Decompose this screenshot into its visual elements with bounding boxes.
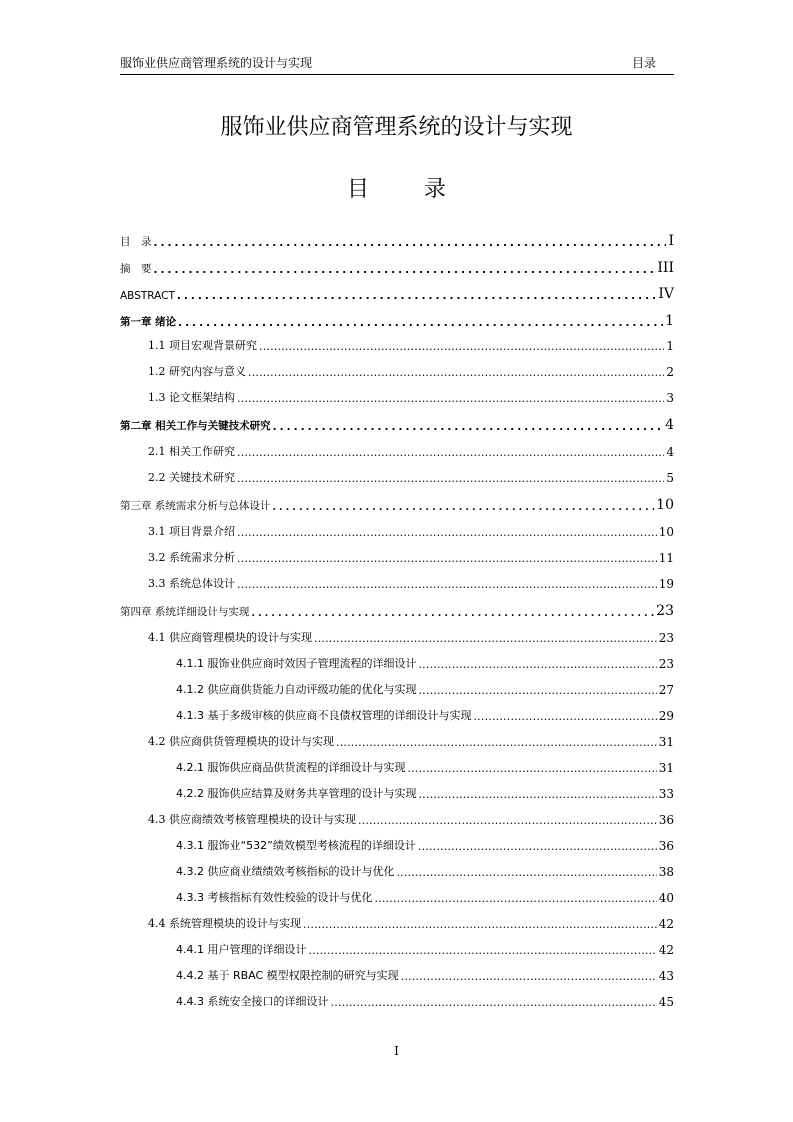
toc-dot-leader [237,392,664,405]
toc-dot-leader [314,632,657,645]
toc-entry-page: 33 [658,787,674,801]
toc-entry[interactable] [120,675,674,697]
toc-entry-page: 42 [658,943,674,957]
toc-entry-page: 4 [665,417,674,433]
toc-dot-leader [237,526,657,539]
toc-dot-leader [154,237,667,249]
toc-entry-page: 23 [658,657,674,671]
toc-entry[interactable] [120,331,674,353]
toc-entry-title: 4.1 供应商管理模块的设计与实现 [148,631,312,644]
toc-entry-title: 4.4 系统管理模块的设计与实现 [148,917,301,930]
toc-entry-page: 3 [666,391,674,405]
toc-dot-leader [237,578,657,591]
toc-entry[interactable] [120,831,674,853]
toc-dot-leader [418,788,656,801]
toc-entry[interactable] [120,649,674,671]
toc-entry-page: 5 [666,471,674,485]
toc-dot-leader [303,918,657,931]
toc-entry-title: 4.4.3 系统安全接口的详细设计 [176,995,329,1008]
toc-entry-title: 第四章 系统详细设计与实现 [120,606,250,618]
toc-entry[interactable] [120,437,674,459]
toc-entry-page: 10 [656,497,674,513]
toc-entry[interactable] [120,779,674,801]
toc-entry[interactable] [120,280,674,302]
toc-dot-leader [309,944,657,957]
toc-entry-title: 3.3 系统总体设计 [148,577,235,590]
toc-entry-title: 1.1 项目宏观背景研究 [148,339,257,352]
toc-entry-title: 4.3.3 考核指标有效性校验的设计与优化 [176,891,373,904]
toc-entry-title: 4.3.2 供应商业绩绩效考核指标的设计与优化 [176,865,395,878]
toc-entry-title: 第一章 绪论 [120,316,177,328]
toc-entry-page: 31 [658,761,674,775]
toc-entry-page: 23 [658,631,674,645]
toc-dot-leader [358,814,657,827]
toc-dot-leader [331,996,657,1009]
toc-entry-page: 31 [658,735,674,749]
toc-entry[interactable] [120,883,674,905]
toc-dot-leader [237,472,664,485]
toc-entry-page: 23 [656,603,674,619]
toc-entry[interactable] [120,517,674,539]
toc-entry-title: 4.2.2 服饰供应结算及财务共享管理的设计与实现 [176,787,417,800]
header-doc-title: 服饰业供应商管理系统的设计与实现 [120,56,313,70]
toc-entry-title: 摘 要 [120,263,152,275]
toc-entry-page: 38 [658,865,674,879]
toc-entry[interactable] [120,411,674,433]
toc-entry-page: 27 [658,683,674,697]
page-number: I [394,1044,399,1058]
toc-entry-title: 1.2 研究内容与意义 [148,365,246,378]
toc-entry-title: 4.1.3 基于多级审核的供应商不良债权管理的详细设计与实现 [176,709,472,722]
toc-entry-title: 4.1.2 供应商供货能力自动评级功能的优化与实现 [176,683,417,696]
toc-dot-leader [418,840,657,853]
running-header [120,56,674,75]
toc-entry[interactable] [120,569,674,591]
toc-dot-leader [237,446,664,459]
toc-dot-leader [272,501,654,513]
toc-entry-page: 36 [658,839,674,853]
toc-entry[interactable] [120,701,674,723]
toc-entry[interactable] [120,753,674,775]
toc-entry[interactable] [120,727,674,749]
toc-entry-page: 4 [666,445,674,459]
document-title: 服饰业供应商管理系统的设计与实现 [220,115,573,140]
toc-dot-leader [259,340,664,353]
toc-entry-title: 第二章 相关工作与关键技术研究 [120,420,271,432]
toc-entry-page: 42 [658,917,674,931]
toc-entry-title: 4.1.1 服饰业供应商时效因子管理流程的详细设计 [176,657,417,670]
toc-entry-title: 4.4.1 用户管理的详细设计 [176,943,307,956]
toc-entry-page: 45 [658,995,674,1009]
toc-dot-leader [407,762,656,775]
toc-entry-page: 43 [658,969,674,983]
toc-dot-leader [418,658,656,671]
toc-entry-title: 4.3 供应商绩效考核管理模块的设计与实现 [148,813,356,826]
toc-entry-title: 3.2 系统需求分析 [148,551,235,564]
toc-entry[interactable] [120,357,674,379]
toc-dot-leader [273,421,663,433]
toc-entry[interactable] [120,543,674,565]
toc-entry[interactable] [120,307,674,329]
toc-entry-page: III [657,260,674,276]
toc-entry-title: 4.4.2 基于 RBAC 模型权限控制的研究与实现 [176,969,399,982]
toc-entry-title: 4.2.1 服饰供应商品供货流程的详细设计与实现 [176,761,406,774]
toc-entry-page: 11 [658,551,674,565]
toc-entry[interactable] [120,383,674,405]
toc-dot-leader [251,607,654,619]
toc-entry-page: IV [658,286,674,302]
toc-entry[interactable] [120,623,674,645]
toc-entry[interactable] [120,961,674,983]
toc-dot-leader [248,366,664,379]
toc-entry-title: 4.3.1 服饰业“532”绩效模型考核流程的详细设计 [176,839,416,852]
toc-entry[interactable] [120,597,674,619]
toc-entry[interactable] [120,254,674,276]
toc-dot-leader [473,710,656,723]
toc-dot-leader [178,317,663,329]
toc-dot-leader [418,684,656,697]
toc-entry-title: 1.3 论文框架结构 [148,391,235,404]
toc-entry-page: I [668,233,674,249]
toc-dot-leader [177,290,656,302]
toc-entry-page: 10 [658,525,674,539]
toc-dot-leader [154,264,656,276]
toc-entry-title: 目 录 [120,236,152,248]
toc-dot-leader [237,552,657,565]
header-section: 目录 [631,56,656,70]
toc-entry[interactable] [120,491,674,513]
toc-entry-title: 3.1 项目背景介绍 [148,525,235,538]
toc-dot-leader [374,892,656,905]
toc-dot-leader [401,970,657,983]
toc-entry-title: 2.2 关键技术研究 [148,471,235,484]
toc-entry[interactable] [120,463,674,485]
toc-entry-page: 1 [665,313,674,329]
toc-entry[interactable] [120,909,674,931]
toc-entry-title: 第三章 系统需求分析与总体设计 [120,500,271,512]
toc-dot-leader [396,866,656,879]
toc-entry-title: 2.1 相关工作研究 [148,445,235,458]
toc-entry-page: 29 [658,709,674,723]
toc-entry-page: 40 [658,891,674,905]
toc-dot-leader [336,736,657,749]
toc-entry-page: 19 [658,577,674,591]
toc-entry-page: 36 [658,813,674,827]
toc-entry[interactable] [120,987,674,1009]
toc-heading: 目 录 [347,177,470,202]
toc-entry-title: 4.2 供应商供货管理模块的设计与实现 [148,735,334,748]
toc-entry[interactable] [120,857,674,879]
toc-entry[interactable] [120,227,674,249]
toc-entry-page: 2 [666,365,674,379]
toc-entry-title: ABSTRACT [120,290,175,302]
toc-entry[interactable] [120,935,674,957]
toc-entry-page: 1 [666,339,674,353]
toc-entry[interactable] [120,805,674,827]
